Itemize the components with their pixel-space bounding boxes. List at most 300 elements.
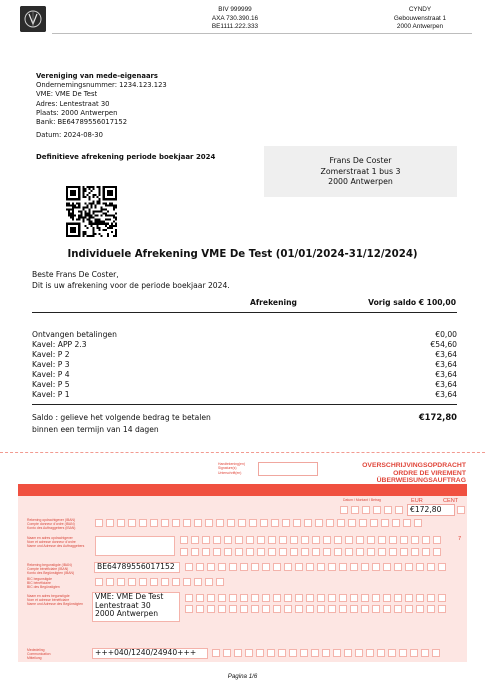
line-amount: €3,64 — [435, 370, 457, 379]
form-cell[interactable] — [128, 578, 136, 586]
form-cell[interactable] — [268, 536, 276, 544]
form-cell[interactable] — [328, 563, 336, 571]
form-cell[interactable] — [284, 605, 292, 613]
form-cell[interactable] — [185, 594, 193, 602]
form-cell[interactable] — [326, 519, 334, 527]
column-header-previous-balance: Vorig saldo € 100,00 — [368, 298, 456, 307]
form-cell[interactable] — [245, 649, 253, 657]
form-cell[interactable] — [95, 578, 103, 586]
logo-mark-icon — [20, 6, 46, 32]
form-cell[interactable] — [405, 563, 413, 571]
form-cell[interactable] — [414, 519, 422, 527]
form-cell[interactable] — [196, 594, 204, 602]
form-cell[interactable] — [372, 594, 380, 602]
form-cell[interactable] — [438, 594, 446, 602]
form-cell[interactable] — [205, 578, 213, 586]
form-cell[interactable] — [218, 594, 226, 602]
form-cell[interactable] — [311, 649, 319, 657]
form-cell[interactable] — [289, 649, 297, 657]
donor-iban-label — [27, 518, 75, 531]
form-cell[interactable] — [207, 563, 215, 571]
beneficiary-street-cells[interactable] — [185, 594, 446, 602]
form-cell[interactable] — [372, 605, 380, 613]
line-amount: €3,64 — [435, 390, 457, 399]
form-cell[interactable] — [202, 548, 210, 556]
form-cell[interactable] — [344, 649, 352, 657]
form-cell[interactable] — [421, 649, 429, 657]
donor-name-cells[interactable] — [180, 536, 441, 544]
form-cell[interactable] — [213, 548, 221, 556]
form-cell[interactable] — [106, 578, 114, 586]
line-label: Kavel: P 5 — [32, 380, 70, 389]
form-cell[interactable] — [372, 563, 380, 571]
line-amount: €0,00 — [435, 330, 457, 339]
form-cell[interactable] — [207, 594, 215, 602]
form-cell[interactable] — [180, 548, 188, 556]
form-cell[interactable] — [106, 519, 114, 527]
line-label: Ontvangen betalingen — [32, 330, 117, 339]
form-cell[interactable] — [279, 548, 287, 556]
form-cell[interactable] — [150, 578, 158, 586]
column-header-afrekening: Afrekening — [250, 298, 297, 307]
form-cell[interactable] — [172, 519, 180, 527]
beneficiary-name-label-de: Name und Adresse des Begünstigten — [27, 602, 83, 607]
form-cell[interactable] — [273, 563, 281, 571]
form-cell[interactable] — [128, 519, 136, 527]
form-cell[interactable] — [322, 649, 330, 657]
line-amount: €54,60 — [430, 340, 457, 349]
form-cell[interactable] — [339, 594, 347, 602]
form-cell[interactable] — [339, 563, 347, 571]
recipient-city: 2000 Antwerpen — [328, 177, 393, 186]
form-cell[interactable] — [422, 548, 430, 556]
form-cell[interactable] — [350, 594, 358, 602]
form-cell[interactable] — [229, 594, 237, 602]
statement-line — [32, 390, 457, 400]
form-cell[interactable] — [350, 563, 358, 571]
form-cell[interactable] — [234, 649, 242, 657]
form-cell[interactable] — [306, 594, 314, 602]
beneficiary-name-label — [27, 594, 83, 607]
balance-amount: €172,80 — [418, 412, 457, 422]
form-cell[interactable] — [249, 519, 257, 527]
signature-label-de: Unterschrift(en) — [218, 470, 242, 475]
line-amount: €3,64 — [435, 350, 457, 359]
form-cell[interactable] — [388, 649, 396, 657]
bic-cells[interactable] — [95, 578, 224, 586]
form-cell[interactable] — [383, 563, 391, 571]
form-cell[interactable] — [317, 605, 325, 613]
sender-enterprise-number: Ondernemingsnummer: 1234.123.123 — [36, 81, 167, 90]
beneficiary-line-3: 2000 Antwerpen — [95, 609, 159, 619]
form-cell[interactable] — [262, 563, 270, 571]
form-cell[interactable] — [191, 536, 199, 544]
form-cell[interactable] — [378, 548, 386, 556]
form-cell[interactable] — [295, 594, 303, 602]
form-cell[interactable] — [411, 548, 419, 556]
form-cell[interactable] — [361, 563, 369, 571]
form-cell[interactable] — [196, 563, 204, 571]
form-cell[interactable] — [432, 649, 440, 657]
form-cell[interactable] — [405, 594, 413, 602]
form-red-stripe — [18, 484, 467, 496]
form-cell[interactable] — [161, 519, 169, 527]
statement-title: Individuele Afrekening VME De Test (01/01/2024-31/12/2024) — [67, 249, 418, 260]
form-cell[interactable] — [337, 519, 345, 527]
form-cell[interactable] — [422, 536, 430, 544]
line-label: Kavel: P 1 — [32, 390, 70, 399]
form-cell[interactable] — [290, 548, 298, 556]
form-cell[interactable] — [238, 519, 246, 527]
form-cell[interactable] — [389, 536, 397, 544]
bic-label — [27, 577, 60, 590]
balance-label-line1: Saldo : gelieve het volgende bedrag te betalen — [32, 413, 211, 422]
form-cell[interactable] — [399, 649, 407, 657]
form-cell[interactable] — [117, 578, 125, 586]
form-cell[interactable] — [378, 536, 386, 544]
statement-line — [32, 370, 457, 380]
statement-line — [32, 350, 457, 360]
form-cell[interactable] — [95, 519, 103, 527]
form-cell[interactable] — [323, 548, 331, 556]
form-cell[interactable] — [240, 594, 248, 602]
line-label: Kavel: P 3 — [32, 360, 70, 369]
message-label-fr: Communication — [27, 652, 51, 657]
form-cell[interactable] — [202, 536, 210, 544]
form-cell[interactable] — [205, 519, 213, 527]
form-cell[interactable] — [278, 649, 286, 657]
sender-org: Vereniging van mede-eigenaars — [36, 72, 158, 80]
form-cell[interactable] — [383, 605, 391, 613]
message-label — [27, 648, 51, 661]
form-cell[interactable] — [194, 578, 202, 586]
line-label: Kavel: APP 2.3 — [32, 340, 87, 349]
form-cell[interactable] — [240, 563, 248, 571]
beneficiary-name-label-nl: Naam en adres begunstigde — [27, 594, 70, 598]
form-cell[interactable] — [367, 536, 375, 544]
signature-box[interactable] — [258, 462, 318, 476]
donor-iban-cells[interactable] — [95, 519, 422, 527]
form-cell[interactable] — [139, 519, 147, 527]
form-cell[interactable] — [301, 536, 309, 544]
recipient-street: Zomerstraat 1 bus 3 — [320, 166, 401, 176]
form-cell[interactable] — [196, 605, 204, 613]
form-cell[interactable] — [293, 519, 301, 527]
form-cell[interactable] — [383, 594, 391, 602]
form-cell[interactable] — [345, 548, 353, 556]
beneficiary-iban-label-de: Konto des Begünstigten (IBAN) — [27, 571, 75, 576]
document-title: Definitieve afrekening periode boekjaar 2024 — [36, 153, 216, 161]
form-cell[interactable] — [405, 605, 413, 613]
recipient-name: Frans De Coster — [329, 156, 392, 165]
sender-block — [36, 72, 167, 127]
form-cell[interactable] — [359, 519, 367, 527]
form-cell[interactable] — [315, 519, 323, 527]
table-top-rule — [32, 312, 457, 313]
form-cell[interactable] — [304, 519, 312, 527]
form-cell[interactable] — [416, 594, 424, 602]
recipient-address-box — [264, 146, 457, 197]
signature-label-fr: Signature(s) — [218, 466, 237, 471]
header-insurance: AXA 730.390.16 — [211, 14, 259, 22]
table-bottom-rule — [32, 404, 457, 405]
form-cell[interactable] — [284, 563, 292, 571]
form-cell[interactable] — [306, 563, 314, 571]
form-cell[interactable] — [117, 519, 125, 527]
form-cell[interactable] — [212, 649, 220, 657]
form-cell[interactable] — [394, 563, 402, 571]
form-cell[interactable] — [227, 519, 235, 527]
cent-cells[interactable] — [457, 506, 465, 514]
form-cell[interactable] — [356, 548, 364, 556]
greeting-salutation: Beste Frans De Coster, — [32, 270, 119, 279]
form-cell[interactable] — [235, 548, 243, 556]
marker-seven: 7 — [458, 536, 462, 542]
document-date: Datum: 2024-08-30 — [36, 131, 103, 139]
line-label: Kavel: P 4 — [32, 370, 70, 379]
message-label-de: Mitteilung — [27, 656, 42, 661]
line-amount: €3,64 — [435, 360, 457, 369]
greeting-intro: Dit is uw afrekening voor de periode boekjaar 2024. — [32, 280, 230, 290]
sender-bank: Bank: BE64789556017152 — [36, 118, 128, 127]
form-cell[interactable] — [295, 605, 303, 613]
donor-iban-label-nl: Rekening opdrachtgever (IBAN) — [27, 518, 76, 522]
form-cell[interactable] — [317, 594, 325, 602]
form-cell[interactable] — [300, 649, 308, 657]
form-cell[interactable] — [403, 519, 411, 527]
form-cell[interactable] — [355, 649, 363, 657]
form-cell[interactable] — [251, 605, 259, 613]
form-cell[interactable] — [229, 605, 237, 613]
form-cell[interactable] — [333, 649, 341, 657]
form-cell[interactable] — [224, 536, 232, 544]
form-cell[interactable] — [400, 548, 408, 556]
form-cell[interactable] — [339, 605, 347, 613]
header-city: 2000 Antwerpen — [396, 23, 444, 31]
statement-line — [32, 340, 457, 350]
form-cell[interactable] — [262, 605, 270, 613]
form-cell[interactable] — [223, 649, 231, 657]
donor-name-label-fr: Nom et adresse donneur d'ordre — [27, 540, 76, 545]
form-cell[interactable] — [370, 519, 378, 527]
eur-label: EUR — [411, 498, 423, 504]
form-cell[interactable] — [328, 594, 336, 602]
form-cell[interactable] — [328, 605, 336, 613]
cent-label: CENT — [443, 498, 459, 504]
form-cell[interactable] — [183, 519, 191, 527]
form-cell[interactable] — [290, 536, 298, 544]
form-cell[interactable] — [348, 519, 356, 527]
form-cell[interactable] — [218, 563, 226, 571]
form-cell[interactable] — [433, 548, 441, 556]
beneficiary-name-value — [95, 593, 163, 619]
form-cell[interactable] — [207, 605, 215, 613]
form-cell[interactable] — [410, 649, 418, 657]
form-cell[interactable] — [377, 649, 385, 657]
form-cell[interactable] — [411, 536, 419, 544]
form-cell[interactable] — [218, 605, 226, 613]
form-cell[interactable] — [260, 519, 268, 527]
header-company-info — [190, 6, 280, 32]
date-cells[interactable] — [340, 506, 403, 514]
header-street: Gebouwenstraat 1 — [393, 14, 447, 22]
sender-vme: VME: VME De Test — [36, 90, 98, 99]
form-cell[interactable] — [361, 594, 369, 602]
page-number: Pagina 1/6 — [227, 673, 258, 680]
donor-name-label — [27, 536, 84, 549]
form-cell[interactable] — [317, 563, 325, 571]
form-cell[interactable] — [191, 548, 199, 556]
bic-label-de: BIC des Begünstigten — [27, 585, 60, 590]
donor-name-label-de: Name und Adresse des Auftraggebers — [27, 544, 85, 549]
form-cell[interactable] — [433, 536, 441, 544]
beneficiary-iban-value: BE64789556017152 — [97, 562, 175, 571]
payment-qr-code — [66, 186, 117, 237]
balance-label — [32, 412, 272, 436]
beneficiary-iban-label-nl: Rekening begunstigde (IBAN) — [27, 563, 72, 567]
form-cell[interactable] — [257, 536, 265, 544]
form-cell[interactable] — [306, 605, 314, 613]
form-cell[interactable] — [392, 519, 400, 527]
form-cell[interactable] — [216, 578, 224, 586]
form-cell[interactable] — [246, 548, 254, 556]
form-cell[interactable] — [213, 536, 221, 544]
form-cell[interactable] — [273, 594, 281, 602]
donor-iban-label-fr: Compte donneur d'ordre (IBAN) — [27, 522, 75, 527]
form-cell[interactable] — [295, 563, 303, 571]
beneficiary-line-1: VME: VME De Test — [95, 592, 164, 601]
form-cell[interactable] — [312, 536, 320, 544]
signature-label — [218, 462, 245, 475]
form-cell[interactable] — [323, 536, 331, 544]
form-cell[interactable] — [282, 519, 290, 527]
form-cell[interactable] — [301, 548, 309, 556]
beneficiary-city-cells[interactable] — [185, 605, 446, 613]
form-cell[interactable] — [262, 594, 270, 602]
form-cell[interactable] — [361, 605, 369, 613]
message-label-nl: Mededeling — [27, 648, 45, 652]
beneficiary-iban-label — [27, 563, 74, 576]
statement-line — [32, 330, 457, 340]
sender-address: Adres: Lentestraat 30 — [36, 99, 110, 108]
statement-lines — [32, 330, 457, 400]
form-cell[interactable] — [381, 519, 389, 527]
form-cell[interactable] — [356, 536, 364, 544]
form-cell[interactable] — [267, 649, 275, 657]
message-value: +++040/1240/24940+++ — [95, 648, 197, 657]
form-cell[interactable] — [427, 594, 435, 602]
form-cell[interactable] — [240, 605, 248, 613]
form-cell[interactable] — [394, 594, 402, 602]
form-cell[interactable] — [427, 563, 435, 571]
transfer-title-nl: OVERSCHRIJVINGSOPDRACHT — [362, 462, 466, 469]
donor-iban-label-de: Konto des Auftraggebers (IBAN) — [27, 526, 76, 531]
donor-name-field[interactable] — [95, 536, 175, 556]
header-address — [375, 6, 465, 32]
donor-name-label-nl: Naam en adres opdrachtgever — [27, 536, 73, 540]
statement-line — [32, 360, 457, 370]
form-cell[interactable] — [257, 548, 265, 556]
form-cell[interactable] — [235, 536, 243, 544]
transfer-title-de: ÜBERWEISUNGSAUFTRAG — [376, 477, 466, 485]
statement-line — [32, 380, 457, 390]
date-amount-label: Datum / Montant / Betrag — [343, 498, 381, 502]
header-divider — [52, 33, 472, 34]
form-cell[interactable] — [438, 605, 446, 613]
form-cell[interactable] — [194, 519, 202, 527]
header-vat: BE1111.222.333 — [211, 23, 259, 31]
transfer-form-title — [322, 462, 466, 485]
form-cell[interactable] — [183, 578, 191, 586]
form-cell[interactable] — [256, 649, 264, 657]
form-cell[interactable] — [139, 578, 147, 586]
form-cell[interactable] — [229, 563, 237, 571]
beneficiary-iban-label-fr: Compte bénéficiaire (IBAN) — [27, 567, 69, 572]
amount-value: €172,80 — [410, 505, 442, 514]
form-cell[interactable] — [150, 519, 158, 527]
form-cell[interactable] — [400, 536, 408, 544]
form-cell[interactable] — [185, 563, 193, 571]
signature-label-nl: Handtekening(en) — [218, 462, 245, 466]
form-cell[interactable] — [273, 605, 281, 613]
beneficiary-name-label-fr: Nom et adresse bénéficiaire — [27, 598, 70, 603]
form-cell[interactable] — [161, 578, 169, 586]
form-cell[interactable] — [180, 536, 188, 544]
beneficiary-iban-cells[interactable] — [185, 563, 446, 571]
form-cell[interactable] — [172, 578, 180, 586]
bic-label-fr: BIC bénéficiaire — [27, 581, 51, 586]
form-cell[interactable] — [394, 605, 402, 613]
company-logo — [20, 6, 46, 32]
form-cell[interactable] — [427, 605, 435, 613]
transfer-title-fr: ORDRE DE VIREMENT — [393, 469, 466, 477]
header-biv: BIV 999999 — [218, 6, 252, 13]
form-cell[interactable] — [251, 594, 259, 602]
form-cell[interactable] — [416, 605, 424, 613]
line-amount: €3,64 — [435, 380, 457, 389]
form-cell[interactable] — [268, 548, 276, 556]
donor-city-cells[interactable] — [180, 548, 441, 556]
bic-label-nl: BIC begunstigde — [27, 577, 53, 581]
form-cell[interactable] — [216, 519, 224, 527]
form-cell[interactable] — [312, 548, 320, 556]
form-cell[interactable] — [334, 548, 342, 556]
form-cell[interactable] — [224, 548, 232, 556]
form-cell[interactable] — [279, 536, 287, 544]
form-cell[interactable] — [284, 594, 292, 602]
form-cell[interactable] — [334, 536, 342, 544]
message-cells[interactable] — [212, 649, 440, 657]
form-cell[interactable] — [366, 649, 374, 657]
form-cell[interactable] — [438, 563, 446, 571]
form-cell[interactable] — [389, 548, 397, 556]
header-name: CYNDY — [408, 6, 432, 13]
balance-label-line2: binnen een termijn van 14 dagen — [32, 425, 159, 434]
sender-city: Plaats: 2000 Antwerpen — [36, 108, 118, 117]
form-cell[interactable] — [246, 536, 254, 544]
line-label: Kavel: P 2 — [32, 350, 70, 359]
form-cell[interactable] — [185, 605, 193, 613]
form-cell[interactable] — [416, 563, 424, 571]
form-cell[interactable] — [271, 519, 279, 527]
form-cell[interactable] — [345, 536, 353, 544]
greeting — [32, 270, 230, 291]
cut-line — [0, 452, 485, 453]
form-cell[interactable] — [367, 548, 375, 556]
form-cell[interactable] — [350, 605, 358, 613]
form-cell[interactable] — [251, 563, 259, 571]
beneficiary-line-2: Lentestraat 30 — [95, 600, 151, 610]
